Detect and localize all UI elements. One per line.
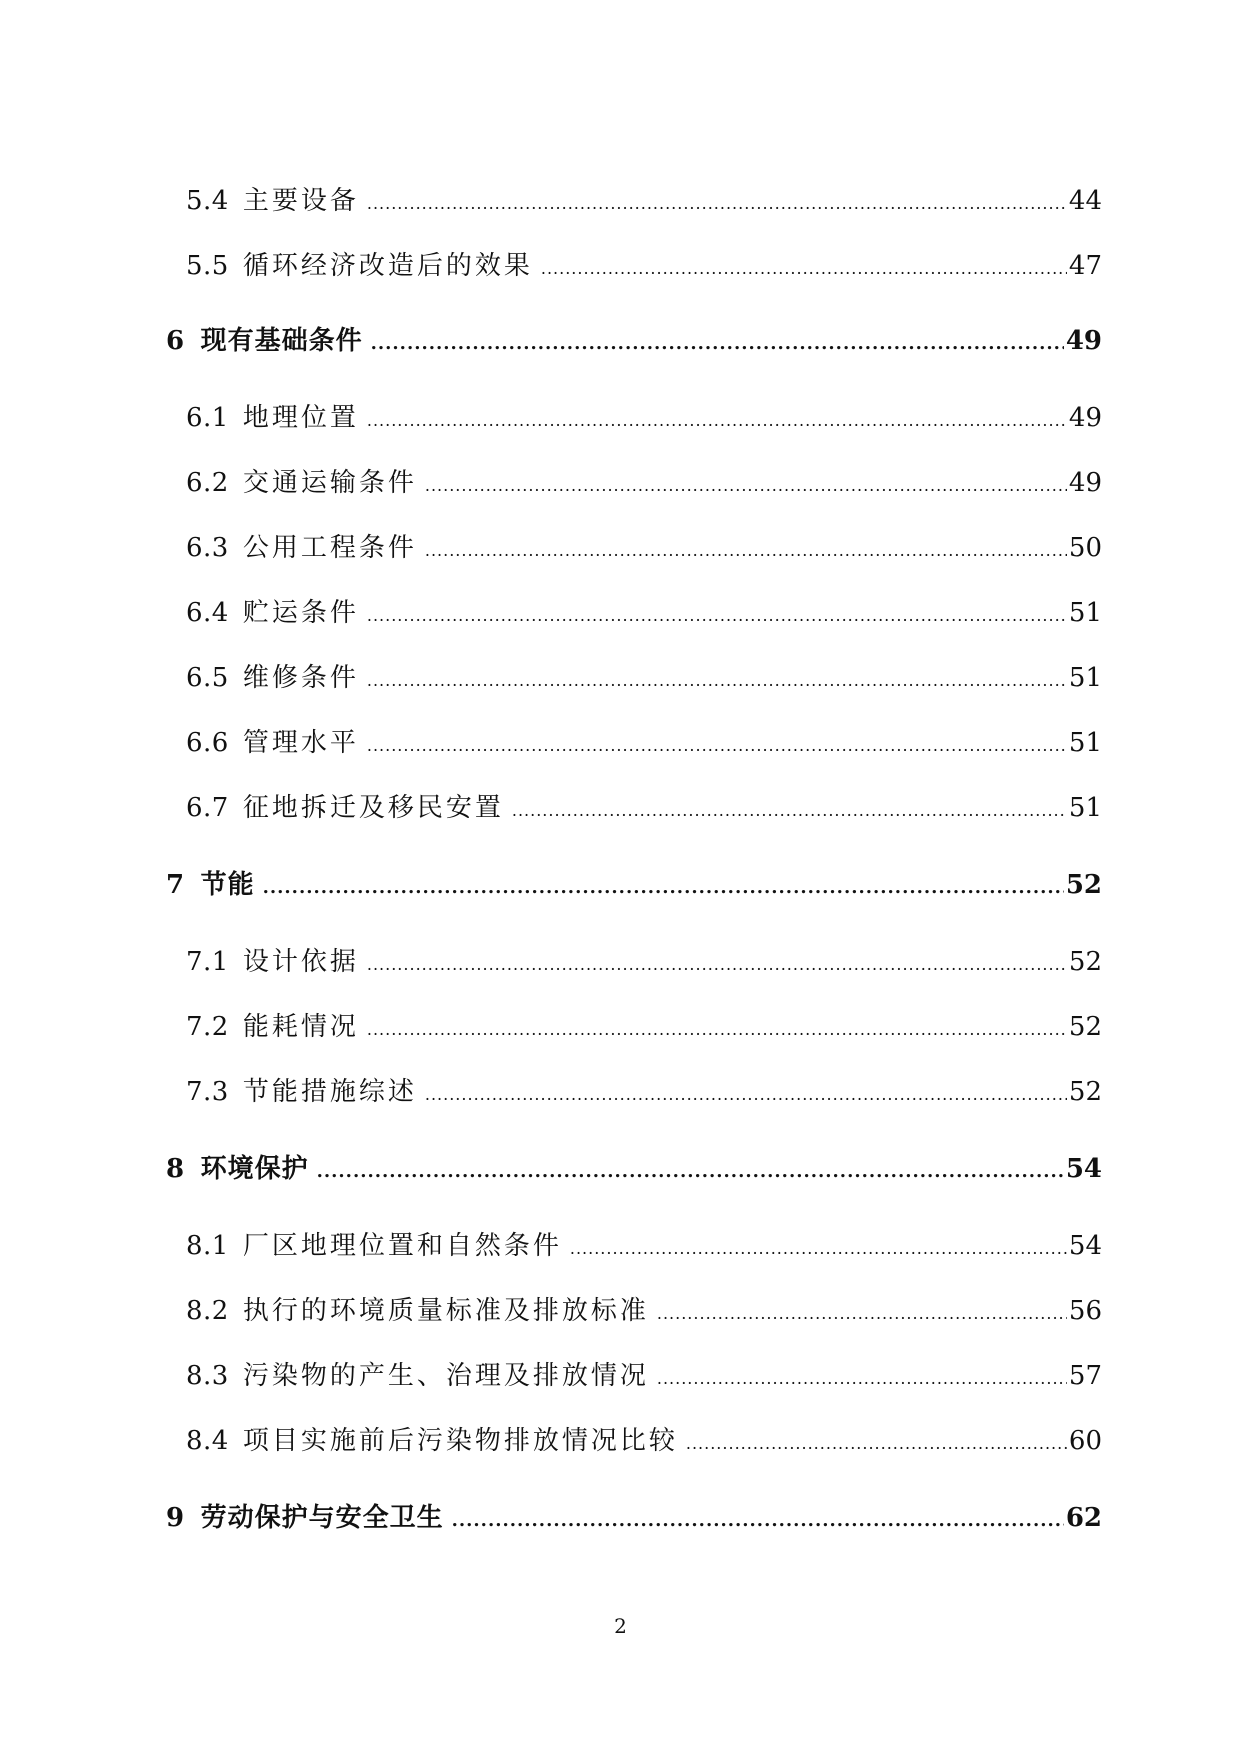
toc-entry-7-2[interactable] [186,1006,1102,1043]
toc-entry-page: 51 [1068,663,1102,693]
toc-entry-title: 污染物的产生、治理及排放情况 [242,1361,649,1391]
toc-entry-number: 6.4 [186,598,229,628]
toc-entry-page: 52 [1068,1077,1102,1107]
toc-chapter-8[interactable] [166,1148,1102,1185]
toc-entry-page: 49 [1068,468,1102,498]
toc-entry-title: 公用工程条件 [242,533,417,563]
toc-entry-page: 47 [1068,251,1102,281]
toc-chapter-number: 8 [166,1154,185,1184]
dot-leader [452,1510,1064,1531]
toc-entry-page: 54 [1068,1231,1102,1261]
toc-entry-number: 7.2 [186,1012,229,1042]
toc-entry-title: 设计依据 [242,947,359,977]
dot-leader [371,333,1064,354]
dot-leader [367,955,1067,974]
toc-entry-5-5[interactable] [186,245,1102,282]
toc-entry-8-4[interactable] [186,1420,1102,1457]
toc-entry-5-4[interactable] [186,180,1102,217]
toc-chapter-page: 49 [1065,326,1102,356]
dot-leader [367,606,1067,625]
toc-entry-7-3[interactable] [186,1071,1102,1108]
toc-chapter-number: 6 [166,326,185,356]
toc-chapter-9[interactable] [166,1497,1102,1534]
toc-entry-title: 交通运输条件 [242,468,417,498]
dot-leader [686,1434,1067,1453]
toc-entry-number: 6.3 [186,533,229,563]
toc-entry-page: 50 [1068,533,1102,563]
dot-leader [367,194,1067,213]
toc-entry-6-5[interactable] [186,657,1102,694]
toc-entry-7-1[interactable] [186,941,1102,978]
dot-leader [541,259,1067,278]
page-number: 2 [614,1614,627,1638]
toc-entry-page: 51 [1068,793,1102,823]
toc-entry-number: 7.1 [186,947,229,977]
toc-entry-page: 44 [1068,186,1102,216]
toc-entry-title: 能耗情况 [242,1012,359,1042]
toc-entry-8-1[interactable] [186,1225,1102,1262]
toc-entry-number: 8.3 [186,1361,229,1391]
toc-entry-6-1[interactable] [186,397,1102,434]
toc-entry-number: 5.5 [186,251,229,281]
toc-entry-title: 地理位置 [242,403,359,433]
toc-entry-page: 51 [1068,728,1102,758]
dot-leader [317,1161,1064,1182]
dot-leader [367,671,1067,690]
toc-entry-page: 51 [1068,598,1102,628]
toc-entry-number: 5.4 [186,186,229,216]
toc-entry-title: 节能措施综述 [242,1077,417,1107]
dot-leader [512,801,1067,820]
toc-entry-6-3[interactable] [186,527,1102,564]
dot-leader [367,1020,1067,1039]
toc-chapter-page: 54 [1065,1154,1102,1184]
toc-entry-title: 主要设备 [242,186,359,216]
toc-chapter-number: 9 [166,1503,185,1533]
toc-chapter-number: 7 [166,870,185,900]
toc-entry-page: 49 [1068,403,1102,433]
dot-leader [263,877,1064,898]
toc-chapter-page: 52 [1065,870,1102,900]
toc-entry-6-7[interactable] [186,787,1102,824]
toc-entry-number: 6.5 [186,663,229,693]
toc-entry-number: 8.2 [186,1296,229,1326]
toc-entry-page: 52 [1068,1012,1102,1042]
toc-entry-title: 维修条件 [242,663,359,693]
toc-entry-title: 项目实施前后污染物排放情况比较 [242,1426,678,1456]
toc-entry-6-4[interactable] [186,592,1102,629]
toc-entry-page: 57 [1068,1361,1102,1391]
toc-entry-page: 56 [1068,1296,1102,1326]
dot-leader [425,476,1067,495]
toc-entry-title: 循环经济改造后的效果 [242,251,533,281]
toc-entry-page: 52 [1068,947,1102,977]
dot-leader [367,736,1067,755]
toc-entry-number: 8.1 [186,1231,229,1261]
toc-entry-title: 贮运条件 [242,598,359,628]
dot-leader [570,1239,1067,1258]
toc-entry-page: 60 [1068,1426,1102,1456]
toc-entry-number: 6.7 [186,793,229,823]
toc-entry-6-6[interactable] [186,722,1102,759]
toc-entry-number: 7.3 [186,1077,229,1107]
toc-chapter-title: 节能 [200,870,255,900]
toc-entry-6-2[interactable] [186,462,1102,499]
dot-leader [657,1369,1067,1388]
toc-entry-number: 6.1 [186,403,229,433]
toc-chapter-title: 环境保护 [200,1154,309,1184]
toc-entry-title: 厂区地理位置和自然条件 [242,1231,562,1261]
toc-entry-title: 征地拆迁及移民安置 [242,793,504,823]
toc-entry-number: 8.4 [186,1426,229,1456]
toc-chapter-6[interactable] [166,320,1102,357]
toc-chapter-7[interactable] [166,864,1102,901]
toc-entry-title: 执行的环境质量标准及排放标准 [242,1296,649,1326]
toc-chapter-title: 现有基础条件 [200,326,363,356]
dot-leader [657,1304,1067,1323]
toc-entry-number: 6.2 [186,468,229,498]
toc-entry-title: 管理水平 [242,728,359,758]
dot-leader [425,541,1067,560]
toc-entry-8-3[interactable] [186,1355,1102,1392]
dot-leader [367,411,1067,430]
dot-leader [425,1085,1067,1104]
toc-entry-8-2[interactable] [186,1290,1102,1327]
toc-chapter-title: 劳动保护与安全卫生 [200,1503,444,1533]
toc-entry-number: 6.6 [186,728,229,758]
toc-chapter-page: 62 [1065,1503,1102,1533]
